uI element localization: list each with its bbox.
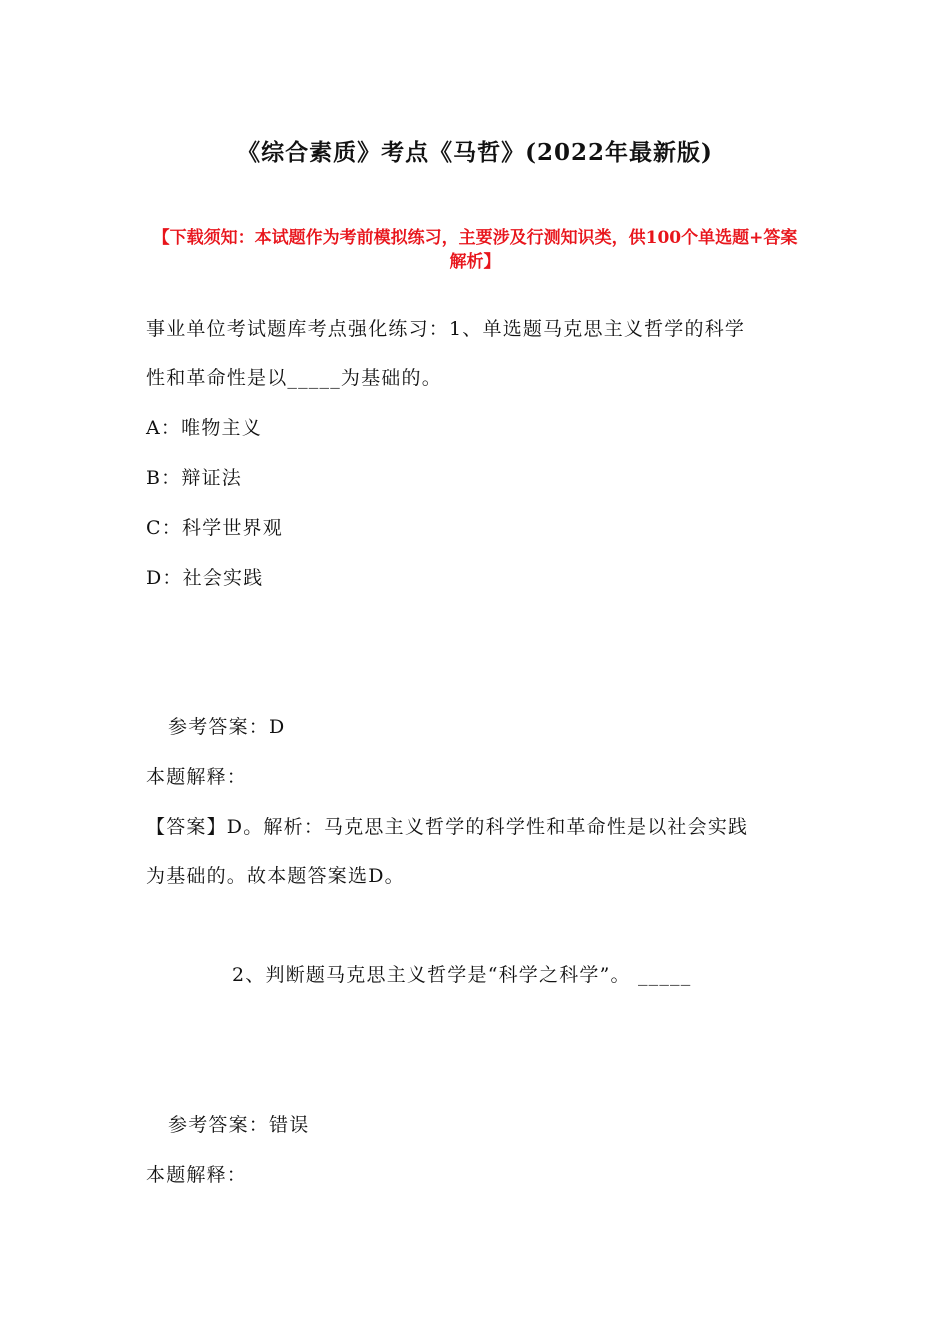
question-2-answer: 参考答案：错误	[168, 1114, 310, 1136]
question-1-text-line-2: 性和革命性是以_____为基础的。	[146, 367, 442, 389]
option-a: A：唯物主义	[146, 417, 262, 439]
option-c: C：科学世界观	[146, 517, 283, 539]
option-d: D：社会实践	[146, 567, 264, 589]
question-1-explanation-line-2: 为基础的。故本题答案选D。	[146, 865, 405, 887]
download-notice: 【下载须知：本试题作为考前模拟练习，主要涉及行测知识类，供100个单选题+答案解析】	[152, 228, 798, 272]
question-1-text-line-1: 事业单位考试题库考点强化练习：1、单选题马克思主义哲学的科学	[146, 318, 746, 340]
option-b: B：辩证法	[146, 467, 242, 489]
question-2-explanation-label: 本题解释：	[146, 1164, 248, 1186]
question-2-text: 2、判断题马克思主义哲学是“科学之科学”。 _____	[232, 964, 692, 986]
question-1-explanation-label: 本题解释：	[146, 766, 248, 788]
document-title: 《综合素质》考点《马哲》(2022年最新版)	[237, 139, 713, 166]
question-1-answer: 参考答案：D	[168, 716, 286, 738]
question-1-explanation-line-1: 【答案】D。解析：马克思主义哲学的科学性和革命性是以社会实践	[146, 816, 749, 838]
